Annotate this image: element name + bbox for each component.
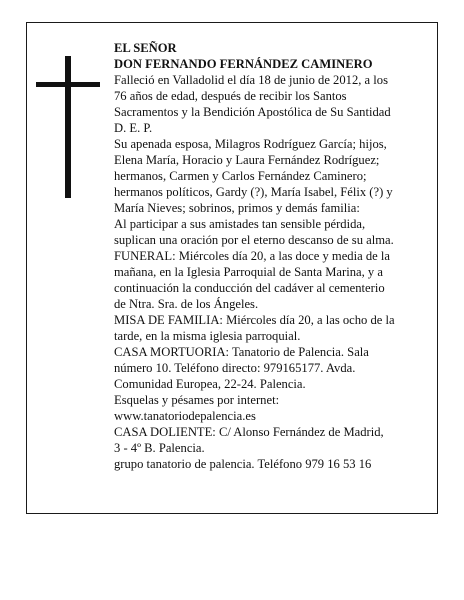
notice-text xyxy=(114,40,426,472)
notice-heading xyxy=(114,40,426,72)
text-line: hermanos, Carmen y Carlos Fernández Caminero; xyxy=(114,169,367,183)
cross-horizontal-bar xyxy=(36,82,100,87)
cross-vertical-bar xyxy=(65,56,71,198)
text-line: de Ntra. Sra. de los Ángeles. xyxy=(114,297,259,311)
website-text: www.tanatoriodepalencia.es xyxy=(114,409,256,423)
text-line: número 10. Teléfono directo: 979165177. Avda. xyxy=(114,361,356,375)
deceased-name: DON FERNANDO FERNÁNDEZ CAMINERO xyxy=(114,57,373,71)
mourning-home-paragraph xyxy=(114,424,426,456)
text-line: Sacramentos y la Bendición Apostólica de Su Santidad xyxy=(114,105,391,119)
text-line: 3 - 4º B. Palencia. xyxy=(114,441,205,455)
condolences-paragraph xyxy=(114,392,426,424)
cross-icon xyxy=(36,56,100,198)
text-line: MISA DE FAMILIA: Miércoles día 20, a las ocho de la xyxy=(114,313,395,327)
text-line: FUNERAL: Miércoles día 20, a las doce y media de la xyxy=(114,249,390,263)
text-line: CASA DOLIENTE: C/ Alonso Fernández de Madrid, xyxy=(114,425,384,439)
text-line: continuación la conducción del cadáver al cementerio xyxy=(114,281,385,295)
text-line: Esquelas y pésames por internet: xyxy=(114,393,280,407)
family-paragraph xyxy=(114,136,426,216)
text-line: Falleció en Valladolid el día 18 de junio de 2012, a los xyxy=(114,73,388,87)
death-paragraph xyxy=(114,72,426,136)
text-line: suplican una oración por el eterno descanso de su alma. xyxy=(114,233,394,247)
prayer-paragraph xyxy=(114,216,426,248)
text-line: grupo tanatorio de palencia. Teléfono 979 16 53 16 xyxy=(114,457,372,471)
text-line: D. E. P. xyxy=(114,121,153,135)
heading-title: EL SEÑOR xyxy=(114,41,177,55)
text-line: Al participar a sus amistades tan sensible pérdida, xyxy=(114,217,366,231)
text-line: Comunidad Europea, 22-24. Palencia. xyxy=(114,377,306,391)
text-line: mañana, en la Iglesia Parroquial de Santa Marina, y a xyxy=(114,265,383,279)
family-mass-paragraph xyxy=(114,312,426,344)
text-line: Su apenada esposa, Milagros Rodríguez García; hijos, xyxy=(114,137,387,151)
footer-paragraph xyxy=(114,456,426,472)
text-line: hermanos políticos, Gardy (?), María Isabel, Félix (?) y xyxy=(114,185,393,199)
funeral-paragraph xyxy=(114,248,426,312)
text-line: tarde, en la misma iglesia parroquial. xyxy=(114,329,301,343)
funeral-home-paragraph xyxy=(114,344,426,392)
text-line: CASA MORTUORIA: Tanatorio de Palencia. Sala xyxy=(114,345,369,359)
text-line: María Nieves; sobrinos, primos y demás familia: xyxy=(114,201,360,215)
text-line: 76 años de edad, después de recibir los Santos xyxy=(114,89,347,103)
text-line: Elena María, Horacio y Laura Fernández Rodríguez; xyxy=(114,153,380,167)
